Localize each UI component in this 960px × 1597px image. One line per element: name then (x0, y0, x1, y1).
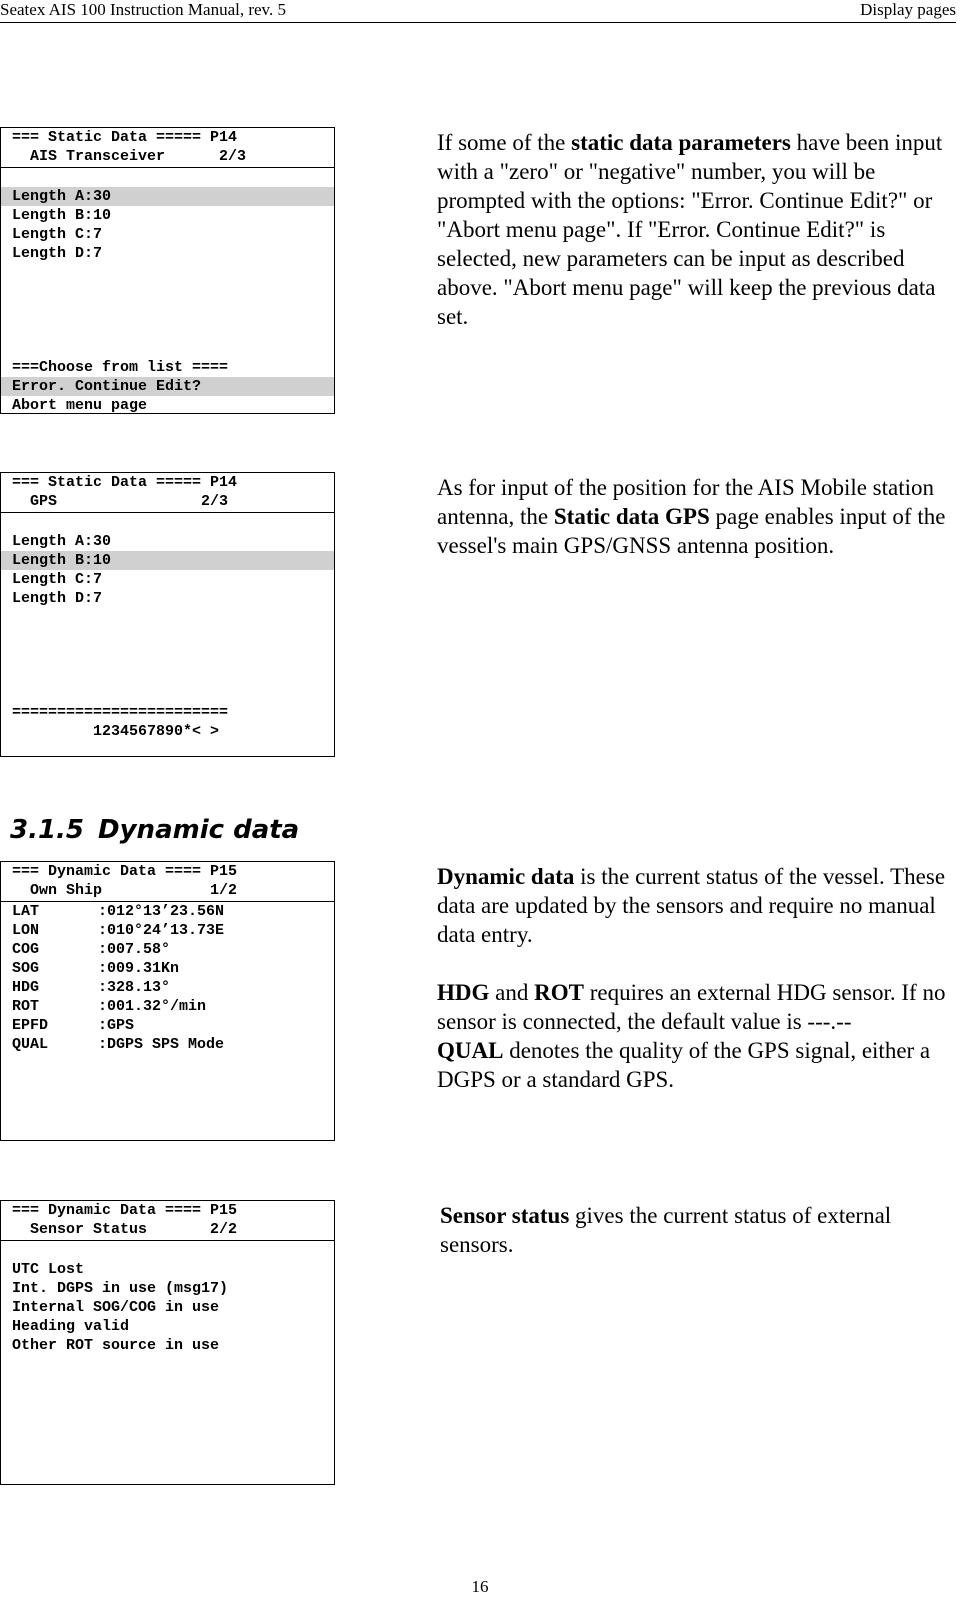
length-a-line: Length A:30 (1, 187, 334, 206)
keypad-line: 1234567890*< > (12, 723, 220, 740)
description-static-errors: If some of the static data parameters have been input with a "zero" or "negative" number, you will be prompted with the options: "Error. Continue Edit?" or "Abort menu page". If "Error. Continue Edit?" is selected, new parameters can be input as described above. "Abort menu page" will keep the previous data set. (437, 130, 943, 329)
length-a-line: Length A:30 (12, 533, 112, 550)
panel-subtitle: GPS 2/3 (12, 493, 229, 510)
option-abort-menu-page: Abort menu page (12, 397, 148, 414)
panel-subtitle: Own Ship 1/2 (12, 882, 238, 899)
status-utc: UTC Lost (12, 1261, 85, 1278)
term-qual: QUAL (437, 1038, 504, 1063)
header-section-title: Display pages (860, 0, 956, 19)
section-number: 3.1.5 (10, 815, 85, 845)
dynamic-data-own-ship-panel (0, 861, 335, 1141)
dynamic-data-sensor-status-panel (0, 1200, 335, 1485)
panel-title: === Dynamic Data ==== P15 (12, 863, 238, 880)
panel-title: === Dynamic Data ==== P15 (12, 1202, 238, 1219)
term-hdg: HDG (437, 980, 490, 1005)
term-static-data-gps: Static data GPS (553, 504, 710, 529)
length-b-line: Length B:10 (1, 551, 334, 570)
description-sensor-status: Sensor status gives the current status of external sensors. (440, 1203, 892, 1257)
panel-subtitle: Sensor Status 2/2 (12, 1221, 238, 1238)
page-number: 16 (471, 1577, 489, 1596)
term-sensor-status: Sensor status (440, 1203, 570, 1228)
choose-list-header: ===Choose from list ==== (12, 359, 229, 376)
static-data-gps-panel (0, 472, 335, 757)
row-rot: ROT :001.32°/min (12, 998, 207, 1015)
description-static-gps: As for input of the position for the AIS Mobile station antenna, the Static data GPS page enables input of the vessel's main GPS/GNSS antenna position. (437, 475, 946, 558)
status-rot: Other ROT source in use (12, 1337, 220, 1354)
term-static-data-parameters: static data parameters (571, 130, 791, 155)
panel-header (1, 473, 334, 513)
row-hdg: HDG :328.13° (12, 979, 171, 996)
panel-subtitle: AIS Transceiver 2/3 (12, 148, 247, 165)
row-lat: LAT :012°13’23.56N (12, 903, 225, 920)
length-c-line: Length C:7 (12, 571, 103, 588)
row-sog: SOG :009.31Kn (12, 960, 180, 977)
length-c-line: Length C:7 (12, 226, 103, 243)
length-b-line: Length B:10 (12, 207, 112, 224)
panel-header (1, 862, 334, 902)
header-manual-title: Seatex AIS 100 Instruction Manual, rev. 5 (0, 0, 286, 19)
section-title: Dynamic data (98, 815, 300, 845)
option-error-continue-edit: Error. Continue Edit? (1, 377, 334, 396)
row-qual: QUAL :DGPS SPS Mode (12, 1036, 225, 1053)
row-cog: COG :007.58° (12, 941, 171, 958)
term-dynamic-data: Dynamic data (437, 864, 575, 889)
length-d-line: Length D:7 (12, 590, 103, 607)
static-data-transceiver-panel (0, 127, 335, 414)
row-epfd: EPFD :GPS (12, 1017, 135, 1034)
separator-line: ======================== (12, 704, 229, 721)
panel-title: === Static Data ===== P14 (12, 474, 238, 491)
row-lon: LON :010°24’13.73E (12, 922, 225, 939)
panel-header (1, 1201, 334, 1241)
status-sog-cog: Internal SOG/COG in use (12, 1299, 220, 1316)
page-header (0, 0, 956, 23)
panel-header (1, 128, 334, 168)
panel-title: === Static Data ===== P14 (12, 129, 238, 146)
length-d-line: Length D:7 (12, 245, 103, 262)
term-rot: ROT (534, 980, 584, 1005)
section-heading (10, 815, 299, 845)
status-heading: Heading valid (12, 1318, 130, 1335)
description-dynamic-data: Dynamic data is the current status of the vessel. These data are updated by the sensors and require no manual data entry. HDG and ROT requires an external HDG sensor. If no sensor is connected, the default value is ---.-- QUAL denotes the quality of the GPS signal, either a DGPS or a standard GPS. (437, 864, 946, 1092)
status-dgps: Int. DGPS in use (msg17) (12, 1280, 229, 1297)
